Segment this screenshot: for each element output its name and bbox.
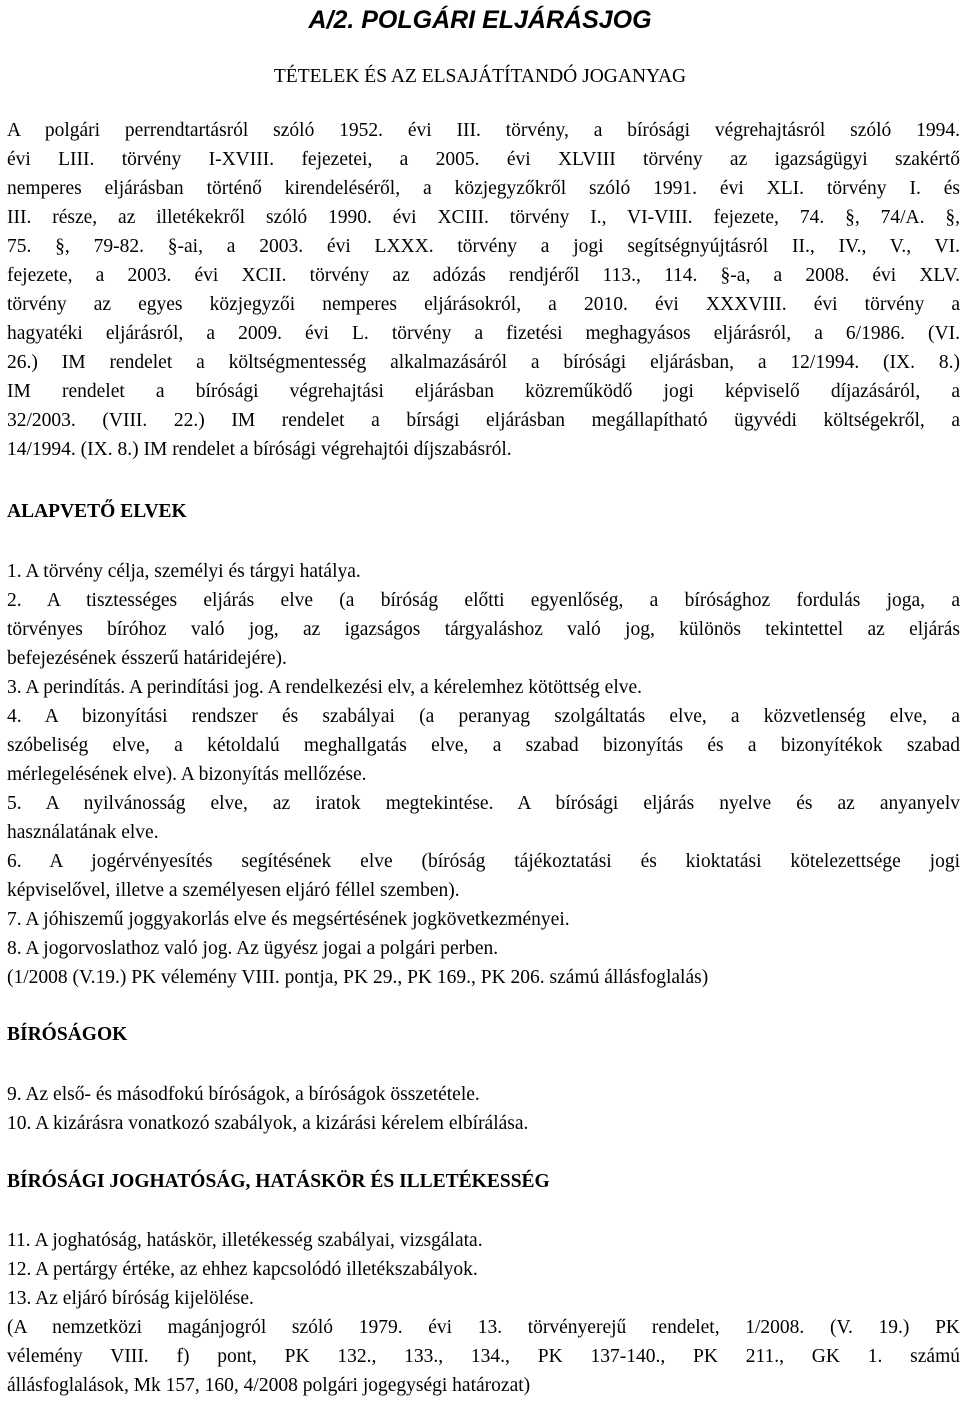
intro-line: IM rendelet a bírósági végrehajtási eljárásban közreműködő jogi képviselő díjazásáról, a bbox=[7, 381, 960, 402]
list-item: befejezésének ésszerű határidejére). bbox=[7, 648, 287, 669]
intro-line: A polgári perrendtartásról szóló 1952. évi III. törvény, a bírósági végrehajtásról szóló 1994. bbox=[7, 120, 960, 141]
intro-paragraph bbox=[7, 116, 960, 464]
list-item: 10. A kizárásra vonatkozó szabályok, a kizárási kérelem elbírálása. bbox=[7, 1113, 529, 1134]
intro-line: hagyatéki eljárásról, a 2009. évi L. törvény a fizetési meghagyásos eljárásról, a 6/1986. (VI. bbox=[7, 323, 960, 344]
list-item: 9. Az első- és másodfokú bíróságok, a bíróságok összetétele. bbox=[7, 1084, 480, 1105]
section-heading-birosagok: BÍRÓSÁGOK bbox=[7, 1024, 128, 1045]
intro-line: 14/1994. (IX. 8.) IM rendelet a bírósági végrehajtói díjszabásról. bbox=[7, 439, 512, 460]
intro-line: évi LIII. törvény I-XVIII. fejezetei, a 2005. évi XLVIII törvény az igazságügyi szakértő bbox=[7, 149, 960, 170]
intro-line: nemperes eljárásban történő kirendeléséről, a közjegyzőkről szóló 1991. évi XLI. törvény I. és bbox=[7, 178, 960, 199]
section-heading-jogahatosag: BÍRÓSÁGI JOGHATÓSÁG, HATÁSKÖR ÉS ILLETÉKESSÉG bbox=[7, 1171, 550, 1192]
intro-line: 26.) IM rendelet a költségmentesség alkalmazásáról a bírósági eljárásban, a 12/1994. (IX. 8.) bbox=[7, 352, 960, 373]
list-item: vélemény VIII. f) pont, PK 132., 133., 134., PK 137-140., PK 211., GK 1. számú bbox=[7, 1346, 960, 1367]
list-item: szóbeliség elve, a kétoldalú meghallgatás elve, a szabad bizonyítás és a bizonyítékok szabad bbox=[7, 735, 960, 756]
section-jogahatosag-list bbox=[7, 1226, 960, 1400]
list-item: mérlegelésének elve). A bizonyítás mellőzése. bbox=[7, 764, 367, 785]
section-birosagok-list bbox=[7, 1080, 960, 1138]
section-heading-alapveto-elvek: ALAPVETŐ ELVEK bbox=[7, 501, 187, 522]
intro-line: III. része, az illetékekről szóló 1990. évi XCIII. törvény I., VI-VIII. fejezete, 74. §, 74/A. §, bbox=[7, 207, 960, 228]
list-item: képviselővel, illetve a személyesen eljáró féllel szemben). bbox=[7, 880, 460, 901]
intro-line: 75. §, 79-82. §-ai, a 2003. évi LXXX. törvény a jogi segítségnyújtásról II., IV., V., VI. bbox=[7, 236, 960, 257]
document-subtitle: TÉTELEK ÉS AZ ELSAJÁTÍTANDÓ JOGANYAG bbox=[273, 66, 687, 87]
list-item: 8. A jogorvoslathoz való jog. Az ügyész jogai a polgári perben. bbox=[7, 938, 499, 959]
list-item: 6. A jogérvényesítés segítésének elve (bíróság tájékoztatási és kioktatási kötelezettsége jogi bbox=[7, 851, 960, 872]
document-title: A/2. POLGÁRI ELJÁRÁSJOG bbox=[308, 6, 652, 34]
list-item: 4. A bizonyítási rendszer és szabályai (a peranyag szolgáltatás elve, a közvetlenség elve, a bbox=[7, 706, 960, 727]
list-item: 2. A tisztességes eljárás elve (a bíróság előtti egyenlőség, a bírósághoz fordulás joga, a bbox=[7, 590, 960, 611]
list-item: 1. A törvény célja, személyi és tárgyi hatálya. bbox=[7, 561, 361, 582]
intro-line: 32/2003. (VIII. 22.) IM rendelet a bírsági eljárásban megállapítható ügyvédi költségekről, a bbox=[7, 410, 960, 431]
list-item: használatának elve. bbox=[7, 822, 159, 843]
list-item: állásfoglalások, Mk 157, 160, 4/2008 polgári jogegységi határozat) bbox=[7, 1375, 531, 1396]
list-item: (1/2008 (V.19.) PK vélemény VIII. pontja, PK 29., PK 169., PK 206. számú állásfoglalás) bbox=[7, 967, 709, 988]
list-item: (A nemzetközi magánjogról szóló 1979. évi 13. törvényerejű rendelet, 1/2008. (V. 19.) PK bbox=[7, 1317, 960, 1338]
list-item: 7. A jóhiszemű joggyakorlás elve és megsértésének jogkövetkezményei. bbox=[7, 909, 570, 930]
section-alapveto-elvek-list bbox=[7, 557, 960, 992]
list-item: 5. A nyilvánosság elve, az iratok megtekintése. A bírósági eljárás nyelve és az anyanyelv bbox=[7, 793, 960, 814]
list-item: 12. A pertárgy értéke, az ehhez kapcsolódó illetékszabályok. bbox=[7, 1259, 478, 1280]
intro-line: törvény az egyes közjegyzői nemperes eljárásokról, a 2010. évi XXXVIII. évi törvény a bbox=[7, 294, 960, 315]
list-item: 3. A perindítás. A perindítási jog. A rendelkezési elv, a kérelemhez kötöttség elve. bbox=[7, 677, 643, 698]
list-item: 13. Az eljáró bíróság kijelölése. bbox=[7, 1288, 254, 1309]
list-item: 11. A joghatóság, hatáskör, illetékesség szabályai, vizsgálata. bbox=[7, 1230, 483, 1251]
list-item: törvényes bíróhoz való jog, az igazságos tárgyaláshoz való jog, különös tekintettel az eljárás bbox=[7, 619, 960, 640]
intro-line: fejezete, a 2003. évi XCII. törvény az adózás rendjéről 113., 114. §-a, a 2008. évi XLV. bbox=[7, 265, 960, 286]
